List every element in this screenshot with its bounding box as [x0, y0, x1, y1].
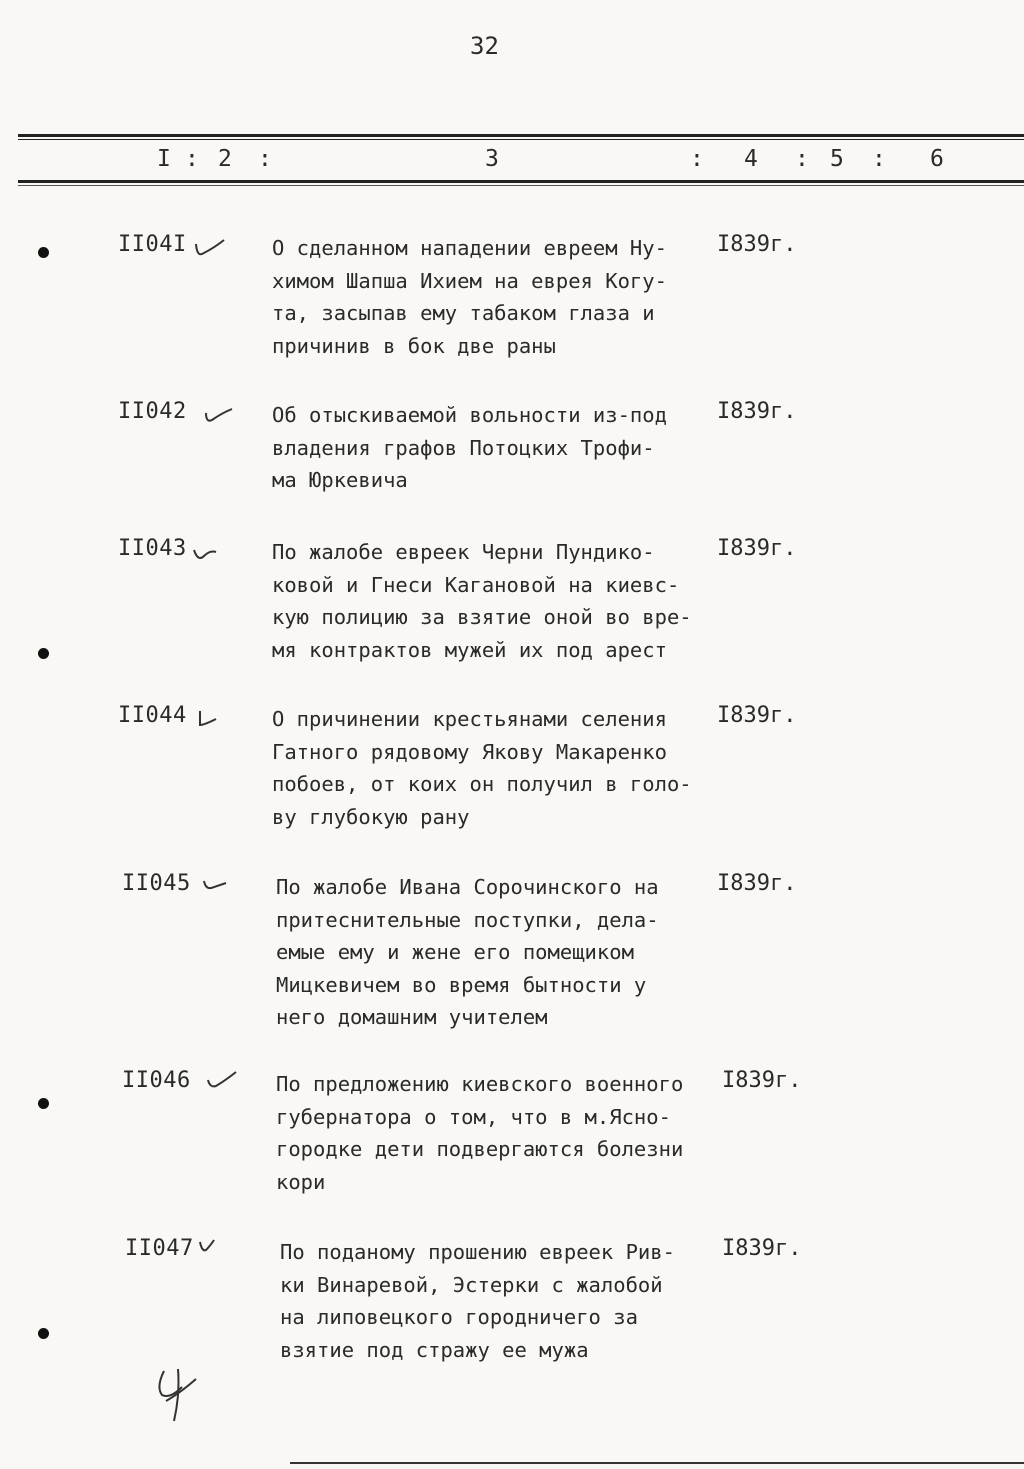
- description-line: Об отыскиваемой вольности из-под: [272, 403, 667, 427]
- description-line: химом Шапша Ихием на еврея Когу-: [272, 268, 667, 293]
- description-line: городке дети подвергаются болезни: [276, 1137, 684, 1161]
- entry-description: [272, 536, 712, 666]
- entry-description: [272, 232, 712, 362]
- description-line: губернатора о том, что в м.Ясно-: [276, 1104, 671, 1129]
- check-mark-icon: [200, 401, 236, 425]
- check-mark-icon: [190, 538, 226, 562]
- description-line: причинив в бок две раны: [272, 333, 556, 358]
- description-line: ки Винаревой, Эстерки с жалобой: [280, 1272, 663, 1297]
- entry-number: II04I: [118, 232, 187, 257]
- entry-year: I839г.: [717, 399, 797, 424]
- check-mark-icon: [196, 1238, 232, 1262]
- column-header-3: 3: [485, 146, 499, 172]
- header-top-rule: [18, 134, 1024, 137]
- description-line: По предложению киевского военного: [276, 1072, 684, 1096]
- entry-number: II046: [122, 1068, 191, 1093]
- entry-number: II044: [118, 703, 187, 728]
- punch-hole: [38, 247, 49, 258]
- handwritten-mark-icon: [150, 1365, 210, 1425]
- entry-description: [276, 871, 716, 1034]
- description-line: ма Юркевича: [272, 468, 408, 492]
- column-separator: :: [690, 146, 704, 172]
- header-bottom-rule-thin: [18, 185, 1024, 186]
- page-number: 32: [470, 32, 499, 60]
- description-line: ву глубокую рану: [272, 804, 470, 829]
- column-separator: :: [185, 146, 199, 172]
- description-line: Мицкевичем во время бытности у: [276, 972, 647, 997]
- header-top-rule-thin: [18, 139, 1024, 140]
- column-header-1: I: [157, 146, 171, 172]
- entry-year: I839г.: [717, 871, 797, 896]
- check-mark-icon: [200, 873, 236, 897]
- punch-hole: [38, 1328, 49, 1339]
- entry-description: [272, 399, 712, 497]
- description-line: него домашним учителем: [276, 1005, 548, 1029]
- entry-year: I839г.: [717, 232, 797, 257]
- entry-year: I839г.: [717, 703, 797, 728]
- column-header-6: 6: [930, 146, 944, 172]
- description-line: владения графов Потоцких Трофи-: [272, 435, 655, 460]
- description-line: побоев, от коих он получил в голо-: [272, 772, 692, 796]
- column-header-5: 5: [830, 146, 844, 172]
- description-line: О причинении крестьянами селения: [272, 707, 667, 731]
- description-line: та, засыпав ему табаком глаза и: [272, 301, 655, 325]
- description-line: емые ему и жене его помещиком: [276, 940, 634, 964]
- punch-hole: [38, 648, 49, 659]
- column-separator: :: [258, 146, 272, 172]
- entry-year: I839г.: [722, 1236, 802, 1261]
- column-header-4: 4: [744, 146, 758, 172]
- column-separator: :: [795, 146, 809, 172]
- description-line: О сделанном нападении евреем Ну-: [272, 236, 667, 260]
- entry-description: [280, 1236, 720, 1366]
- description-line: взятие под стражу ее мужа: [280, 1337, 589, 1362]
- entry-number: II043: [118, 536, 187, 561]
- description-line: Гатного рядовому Якову Макаренко: [272, 739, 667, 764]
- entry-number: II045: [122, 871, 191, 896]
- description-line: ковой и Гнеси Кагановой на киевс-: [272, 572, 680, 597]
- description-line: кую полицию за взятие оной во вре-: [272, 605, 692, 629]
- check-mark-icon: [192, 234, 228, 258]
- column-separator: :: [872, 146, 886, 172]
- entry-year: I839г.: [717, 536, 797, 561]
- description-line: кори: [276, 1169, 326, 1194]
- description-line: на липовецкого городничего за: [280, 1305, 638, 1329]
- bottom-rule: [290, 1462, 1024, 1464]
- description-line: притеснительные поступки, дела-: [276, 907, 659, 932]
- description-line: По жалобе Ивана Сорочинского на: [276, 875, 659, 899]
- description-line: мя контрактов мужей их под арест: [272, 637, 667, 662]
- entry-description: [276, 1068, 716, 1198]
- column-header-2: 2: [218, 146, 232, 172]
- punch-hole: [38, 1098, 49, 1109]
- description-line: По жалобе евреек Черни Пундико-: [272, 540, 655, 564]
- header-bottom-rule: [18, 180, 1024, 183]
- description-line: По поданому прошению евреек Рив-: [280, 1240, 675, 1264]
- entry-description: [272, 703, 712, 833]
- check-mark-icon: [204, 1070, 240, 1094]
- entry-number: II047: [125, 1236, 194, 1261]
- entry-year: I839г.: [722, 1068, 802, 1093]
- entry-number: II042: [118, 399, 187, 424]
- check-mark-icon: [194, 705, 230, 729]
